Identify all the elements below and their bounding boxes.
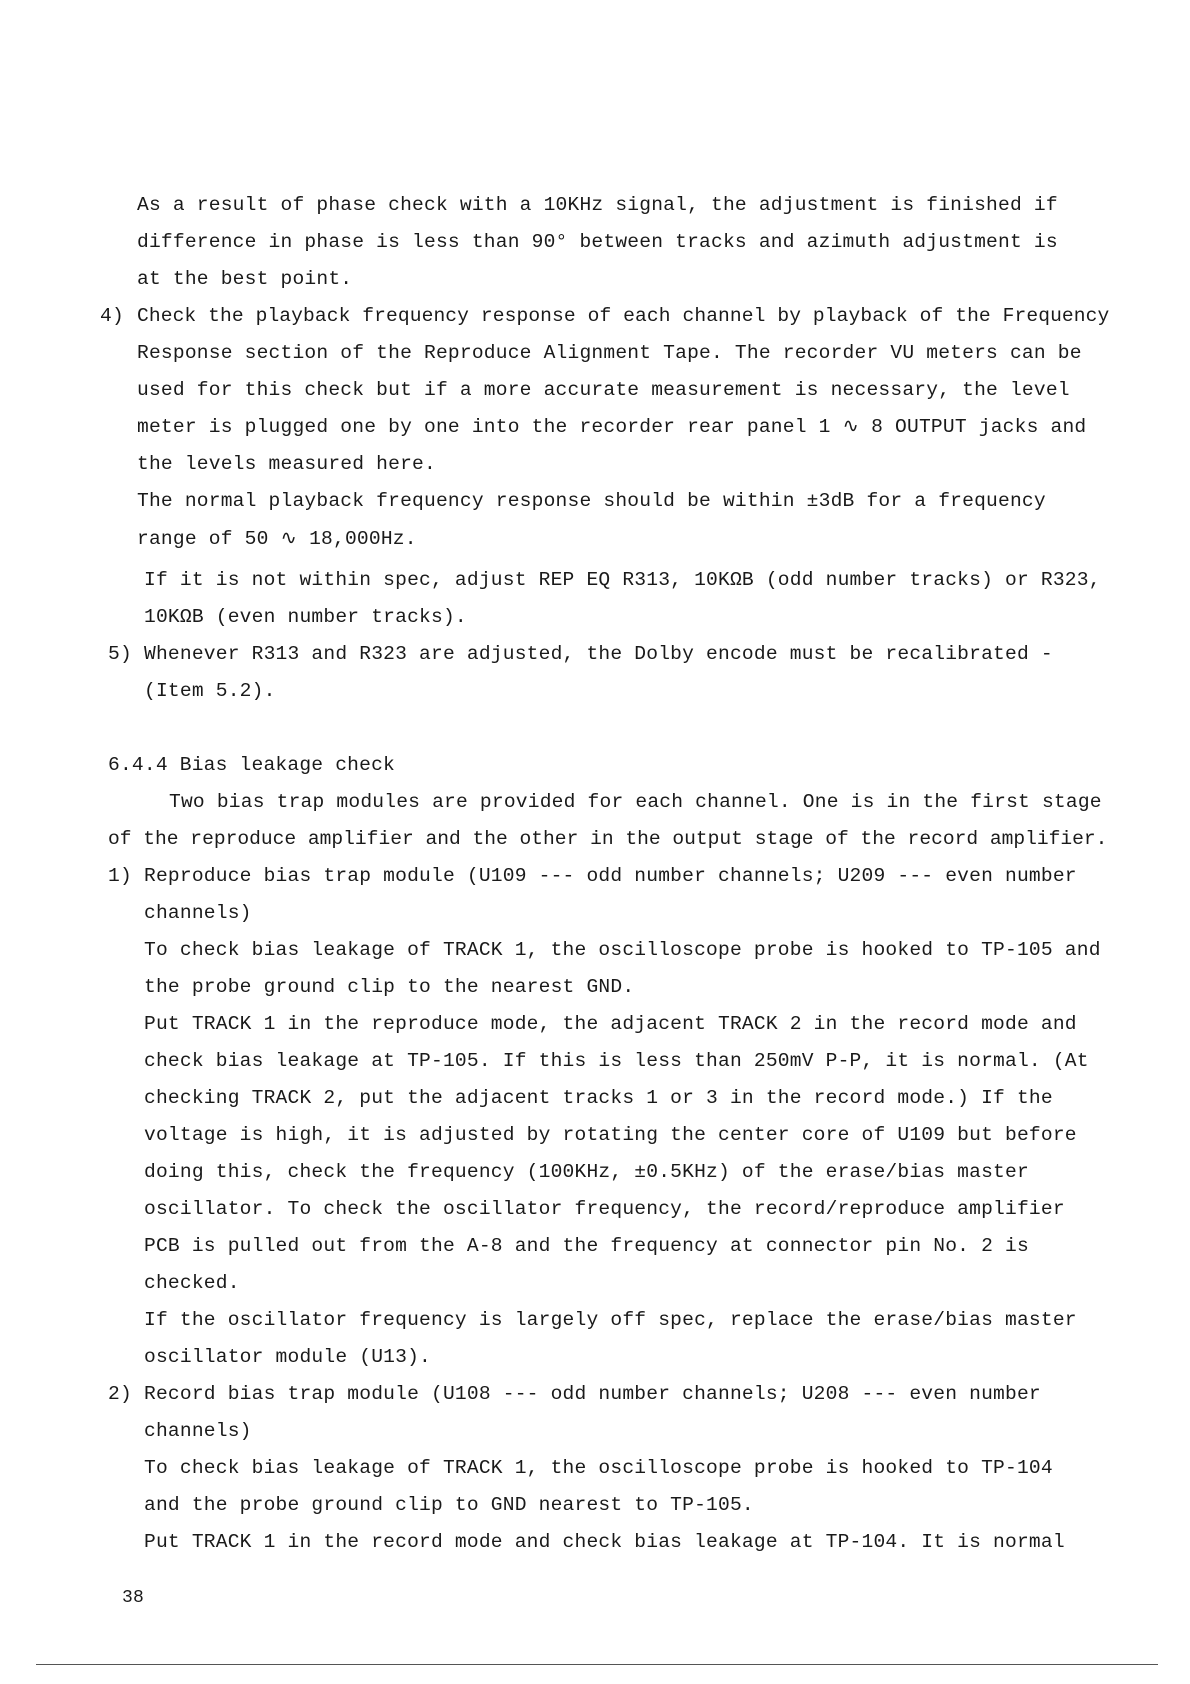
section-heading: 6.4.4 Bias leakage check — [108, 754, 395, 776]
section-item-1-line-2: channels) — [144, 902, 252, 924]
section-item-2-number: 2) — [108, 1383, 132, 1405]
footer-divider — [36, 1664, 1158, 1665]
intro-line-3: at the best point. — [137, 268, 353, 290]
section-item-1-line-4: the probe ground clip to the nearest GND. — [144, 976, 635, 998]
section-item-1-line-7: checking TRACK 2, put the adjacent tracks 1 or 3 in the record mode.) If the — [144, 1087, 1053, 1109]
item-5-line-2: (Item 5.2). — [144, 680, 276, 702]
section-item-1-number: 1) — [108, 865, 132, 887]
section-item-1-line-1: Reproduce bias trap module (U109 --- odd number channels; U209 --- even number — [144, 865, 1077, 887]
section-intro-line-2: of the reproduce amplifier and the other in the output stage of the record amplifier. — [108, 828, 1108, 850]
section-item-1-line-8: voltage is high, it is adjusted by rotating the center core of U109 but before — [144, 1124, 1077, 1146]
item-4-line-7: range of 50 ∿ 18,000Hz. — [137, 528, 417, 550]
item-4-number: 4) — [100, 305, 124, 327]
item-4-line-5: the levels measured here. — [137, 453, 436, 475]
item-4-line-1: Check the playback frequency response of each channel by playback of the Frequency — [137, 305, 1110, 327]
item-5-number: 5) — [108, 643, 132, 665]
section-item-1-line-14: oscillator module (U13). — [144, 1346, 431, 1368]
intro-line-1: As a result of phase check with a 10KHz signal, the adjustment is finished if — [137, 194, 1058, 216]
section-item-1-line-5: Put TRACK 1 in the reproduce mode, the adjacent TRACK 2 in the record mode and — [144, 1013, 1077, 1035]
section-item-2-line-1: Record bias trap module (U108 --- odd number channels; U208 --- even number — [144, 1383, 1041, 1405]
section-item-1-line-13: If the oscillator frequency is largely off spec, replace the erase/bias master — [144, 1309, 1077, 1331]
section-item-2-line-3: To check bias leakage of TRACK 1, the oscilloscope probe is hooked to TP-104 — [144, 1457, 1053, 1479]
page-number: 38 — [122, 1588, 145, 1608]
item-4-line-2: Response section of the Reproduce Alignment Tape. The recorder VU meters can be — [137, 342, 1082, 364]
section-item-1-line-6: check bias leakage at TP-105. If this is less than 250mV P-P, it is normal. (At — [144, 1050, 1089, 1072]
item-4-line-9: 10KΩB (even number tracks). — [144, 606, 467, 628]
item-4-line-8: If it is not within spec, adjust REP EQ R313, 10KΩB (odd number tracks) or R323, — [144, 569, 1101, 591]
section-item-1-line-10: oscillator. To check the oscillator frequency, the record/reproduce amplifier — [144, 1198, 1065, 1220]
section-item-1-line-9: doing this, check the frequency (100KHz, ±0.5KHz) of the erase/bias master — [144, 1161, 1029, 1183]
section-item-2-line-4: and the probe ground clip to GND nearest to TP-105. — [144, 1494, 754, 1516]
section-item-1-line-11: PCB is pulled out from the A-8 and the frequency at connector pin No. 2 is — [144, 1235, 1029, 1257]
item-4-line-6: The normal playback frequency response should be within ±3dB for a frequency — [137, 490, 1046, 512]
item-4-line-4: meter is plugged one by one into the recorder rear panel 1 ∿ 8 OUTPUT jacks and — [137, 416, 1087, 438]
item-4-line-3: used for this check but if a more accurate measurement is necessary, the level — [137, 379, 1070, 401]
intro-line-2: difference in phase is less than 90° between tracks and azimuth adjustment is — [137, 231, 1058, 253]
section-item-2-line-2: channels) — [144, 1420, 252, 1442]
section-intro-line-1: Two bias trap modules are provided for each channel. One is in the first stage — [169, 791, 1102, 813]
section-item-2-line-5: Put TRACK 1 in the record mode and check bias leakage at TP-104. It is normal — [144, 1531, 1065, 1553]
item-5-line-1: Whenever R313 and R323 are adjusted, the Dolby encode must be recalibrated - — [144, 643, 1053, 665]
section-item-1-line-3: To check bias leakage of TRACK 1, the oscilloscope probe is hooked to TP-105 and — [144, 939, 1101, 961]
section-item-1-line-12: checked. — [144, 1272, 240, 1294]
